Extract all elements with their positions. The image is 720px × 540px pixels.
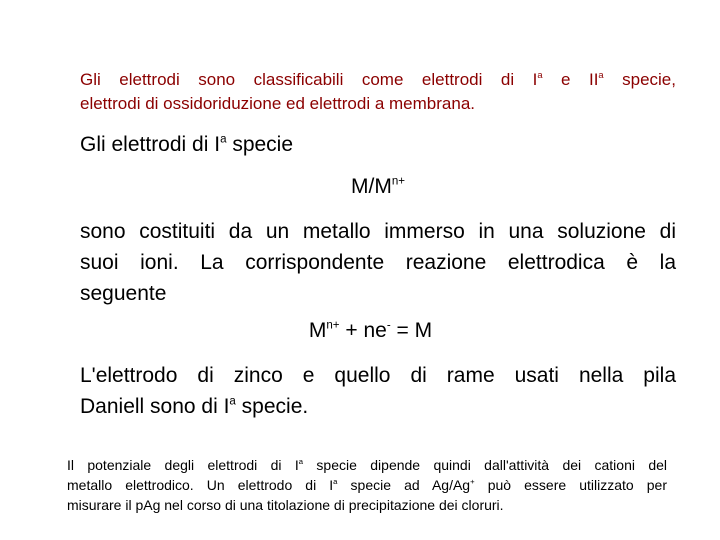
description-paragraph <box>80 216 676 309</box>
daniell-line-1: L'elettrodo di zinco e quello di rame usati nella pila <box>80 364 676 387</box>
formula-reaction: $M^{n+} + ne^- = M$ <box>308 319 433 342</box>
note-line-2: metallo elettrodico. Un elettrodo di $I^a$ specie ad Ag/Ag+ può essere utilizzato per <box>67 477 668 493</box>
note-line-3: misurare il pAg nel corso di una titolazione di precipitazione dei cloruri. <box>67 497 504 513</box>
intro-line-1: Gli elettrodi sono classificabili come elettrodi di $I^a$ e $II^a$ specie, <box>80 70 676 89</box>
daniell-line-2: Daniell sono di $I^a$ specie. <box>80 395 309 418</box>
description-line-3: seguente <box>80 282 167 305</box>
daniell-paragraph <box>80 360 676 422</box>
note-paragraph <box>67 455 667 515</box>
section-heading: Gli elettrodi di $I^a$ specie <box>80 133 294 156</box>
description-line-2: suoi ioni. La corrispondente reazione elettrodica è la <box>80 251 676 274</box>
intro-paragraph <box>80 68 676 116</box>
intro-line-2: elettrodi di ossidoriduzione ed elettrodi a membrana. <box>80 94 476 113</box>
description-line-1: sono costituiti da un metallo immerso in una soluzione di <box>80 220 676 243</box>
note-line-1: Il potenziale degli elettrodi di $I^a$ specie dipende quindi dall'attività dei cationi del <box>67 457 668 473</box>
formula-electrode: $M/M^{n+}$ <box>351 175 405 198</box>
